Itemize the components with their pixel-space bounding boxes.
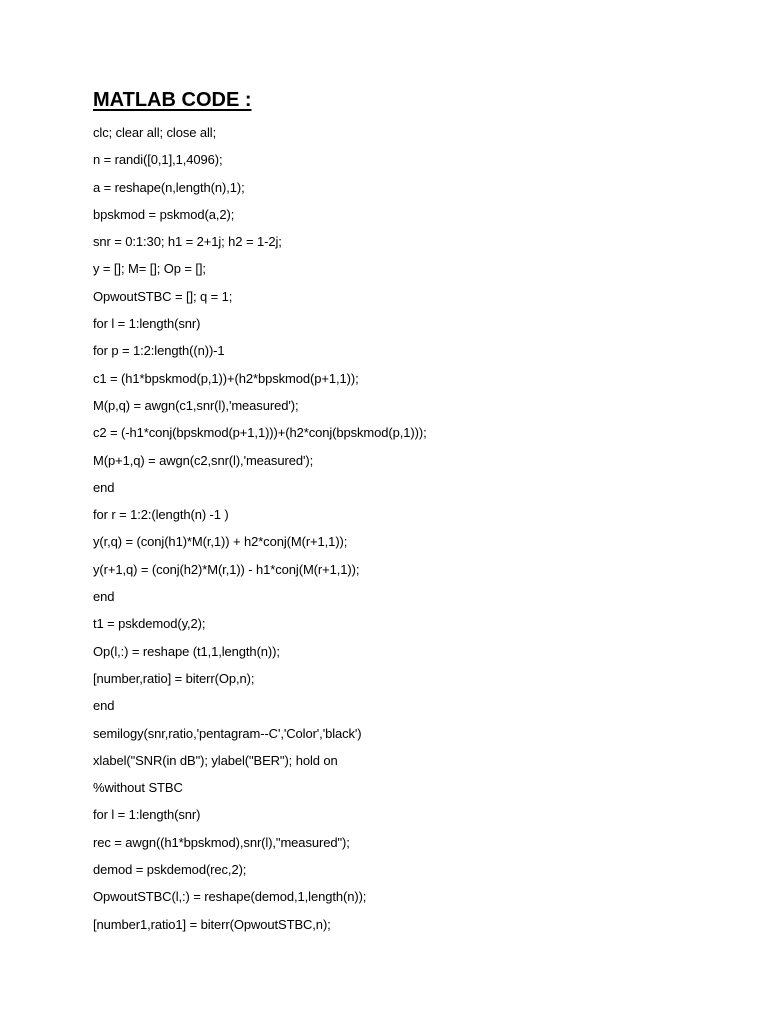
code-line: rec = awgn((h1*bpskmod),snr(l),"measured");: [93, 834, 350, 850]
code-line: c1 = (h1*bpskmod(p,1))+(h2*bpskmod(p+1,1));: [93, 370, 359, 386]
code-line: demod = pskdemod(rec,2);: [93, 862, 247, 878]
code-line: end: [93, 589, 115, 605]
code-line: y = []; M= []; Op = [];: [93, 261, 206, 277]
code-line: y(r+1,q) = (conj(h2)*M(r,1)) - h1*conj(M(r+1,1));: [93, 561, 360, 577]
code-line: for r = 1:2:(length(n) -1 ): [93, 507, 229, 523]
code-line: t1 = pskdemod(y,2);: [93, 616, 206, 632]
code-line: bpskmod = pskmod(a,2);: [93, 206, 235, 222]
code-line: xlabel("SNR(in dB"); ylabel("BER"); hold on: [93, 752, 338, 768]
code-line: n = randi([0,1],1,4096);: [93, 152, 223, 168]
code-line: c2 = (-h1*conj(bpskmod(p+1,1)))+(h2*conj(bpskmod(p,1)));: [93, 425, 427, 441]
code-line: semilogy(snr,ratio,'pentagram--C','Color','black'): [93, 725, 362, 741]
code-line: OpwoutSTBC = []; q = 1;: [93, 288, 233, 304]
code-line: %without STBC: [93, 780, 183, 796]
code-line: y(r,q) = (conj(h1)*M(r,1)) + h2*conj(M(r+1,1));: [93, 534, 348, 550]
code-line: snr = 0:1:30; h1 = 2+1j; h2 = 1-2j;: [93, 234, 282, 250]
code-line: [number,ratio] = biterr(Op,n);: [93, 670, 255, 686]
code-line: for l = 1:length(snr): [93, 807, 201, 823]
code-line: M(p,q) = awgn(c1,snr(l),'measured');: [93, 397, 299, 413]
code-line: a = reshape(n,length(n),1);: [93, 179, 245, 195]
code-line: clc; clear all; close all;: [93, 125, 217, 140]
code-line: Op(l,:) = reshape (t1,1,length(n));: [93, 643, 280, 659]
code-line: [number1,ratio1] = biterr(OpwoutSTBC,n);: [93, 916, 331, 932]
code-line: OpwoutSTBC(l,:) = reshape(demod,1,length(n));: [93, 889, 367, 905]
code-line: for l = 1:length(snr): [93, 316, 201, 332]
code-line: M(p+1,q) = awgn(c2,snr(l),'measured');: [93, 452, 314, 468]
document-title: MATLAB CODE :: [93, 89, 252, 111]
code-block: [93, 122, 427, 941]
code-line: for p = 1:2:length((n))-1: [93, 343, 225, 359]
code-line: end: [93, 698, 115, 714]
code-line: end: [93, 479, 115, 495]
